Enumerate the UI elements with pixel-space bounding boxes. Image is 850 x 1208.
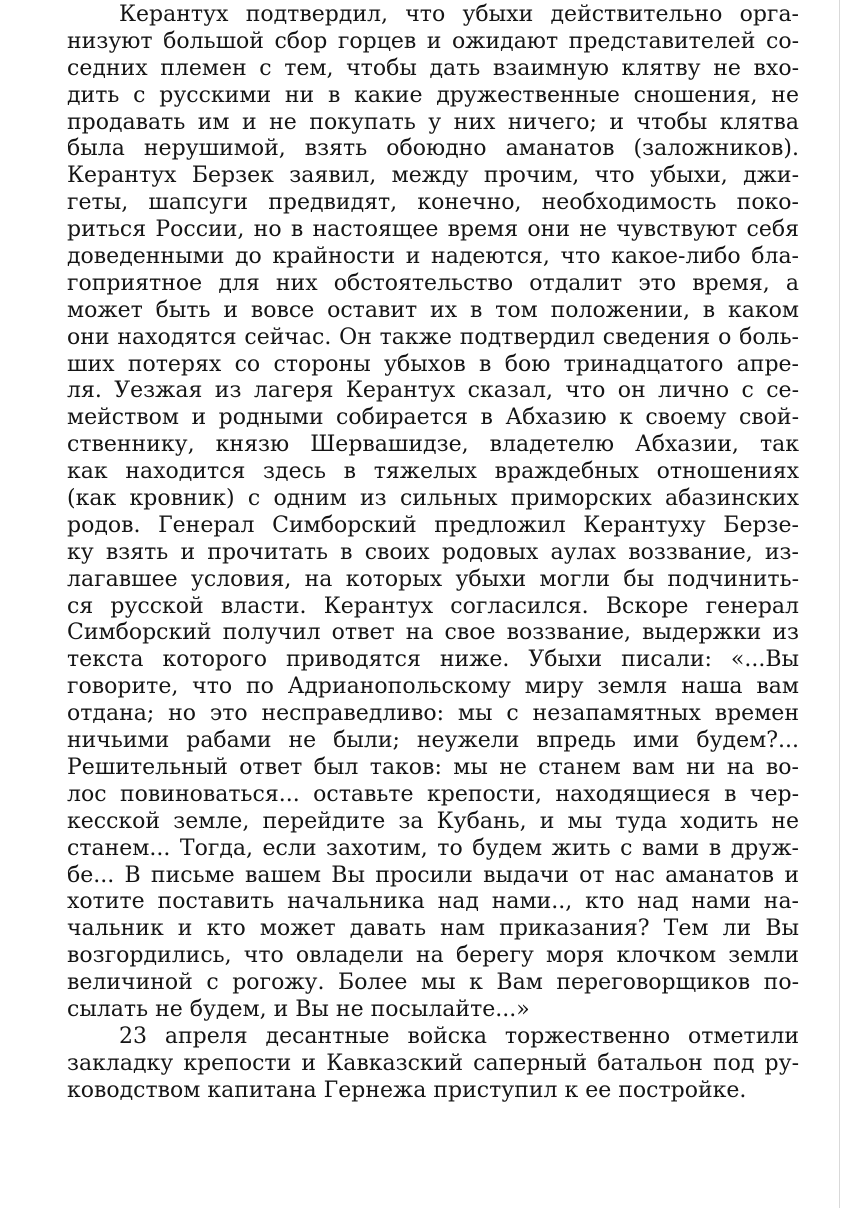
text-line: ку взять и прочитать в своих родовых аулах воззвание, из- <box>67 539 799 565</box>
text-line: седних племен с тем, чтобы дать взаимную клятву не вхо- <box>67 55 799 81</box>
text-line: возгордились, что овладели на берегу моря клочком земли <box>67 943 799 969</box>
text-line: может быть и вовсе оставит их в том положении, в каком <box>67 297 799 323</box>
text-line: ководством капитана Гернежа приступил к ее постройке. <box>67 1077 747 1103</box>
text-line: кесской земле, перейдите за Кубань, и мы туда ходить не <box>67 808 799 834</box>
text-line: отдана; но это несправедливо: мы с незапамятных времен <box>67 701 799 727</box>
text-line: гоприятное для них обстоятельство отдалит это время, а <box>67 270 799 296</box>
text-line: величиной с рогожу. Более мы к Вам переговорщиков по- <box>67 970 799 996</box>
text-line: они находятся сейчас. Он также подтвердил сведения о боль- <box>67 324 799 350</box>
text-line: Симборский получил ответ на свое воззвание, выдержки из <box>67 620 799 646</box>
text-line: продавать им и не покупать у них ничего; и чтобы клятва <box>67 109 799 135</box>
text-line: как находится здесь в тяжелых враждебных отношениях <box>67 459 799 485</box>
text-line: низуют большой сбор горцев и ожидают представителей со- <box>67 28 799 54</box>
page-edge-line <box>839 0 840 1208</box>
text-line: риться России, но в настоящее время они не чувствуют себя <box>67 217 799 243</box>
text-line: чальник и кто может давать нам приказания? Тем ли Вы <box>67 916 799 942</box>
text-line: ничьими рабами не были; неужели впредь ими будем?... <box>67 728 799 754</box>
text-line: хотите поставить начальника над нами.., кто над нами на- <box>67 889 799 915</box>
body-text <box>67 2 799 1105</box>
paragraph <box>67 2 799 1024</box>
text-line: станем... Тогда, если захотим, то будем жить с вами в друж- <box>67 835 799 861</box>
text-line: лагавшее условия, на которых убыхи могли бы подчинить- <box>67 566 799 592</box>
text-line: (как кровник) с одним из сильных приморских абазинских <box>67 486 799 512</box>
text-line: ся русской власти. Керантух согласился. Вскоре генерал <box>67 593 799 619</box>
text-line: Решительный ответ был таков: мы не станем вам ни на во- <box>67 754 799 780</box>
text-line: 23 апреля десантные войска торжественно отметили <box>119 1023 799 1049</box>
paragraph <box>67 1024 799 1105</box>
text-line: была нерушимой, взять обоюдно аманатов (заложников). <box>67 136 799 162</box>
text-line: текста которого приводятся ниже. Убыхи писали: «...Вы <box>67 647 799 673</box>
text-line: родов. Генерал Симборский предложил Керантуху Берзе- <box>67 512 799 538</box>
text-line: Керантух Берзек заявил, между прочим, что убыхи, джи- <box>67 163 799 189</box>
text-line: мейством и родными собирается в Абхазию к своему свой- <box>67 405 799 431</box>
text-line: ших потерях со стороны убыхов в бою тринадцатого апре- <box>67 351 799 377</box>
text-line: ля. Уезжая из лагеря Керантух сказал, что он лично с се- <box>67 378 799 404</box>
text-line: Керантух подтвердил, что убыхи действительно орга- <box>119 2 799 27</box>
text-line: ственнику, князю Шервашидзе, владетелю Абхазии, так <box>67 432 799 458</box>
text-line: закладку крепости и Кавказский саперный батальон под ру- <box>67 1050 799 1076</box>
text-line: дить с русскими ни в какие дружественные сношения, не <box>67 82 799 108</box>
text-line: геты, шапсуги предвидят, конечно, необходимость поко- <box>67 190 799 216</box>
text-line: доведенными до крайности и надеются, что какое-либо бла- <box>67 244 799 270</box>
text-line: лос повиноваться... оставьте крепости, находящиеся в чер- <box>67 781 799 807</box>
text-line: говорите, что по Адрианопольскому миру земля наша вам <box>67 674 799 700</box>
text-line: бе... В письме вашем Вы просили выдачи от нас аманатов и <box>67 862 799 888</box>
text-line: сылать не будем, и Вы не посылайте...» <box>67 996 530 1022</box>
